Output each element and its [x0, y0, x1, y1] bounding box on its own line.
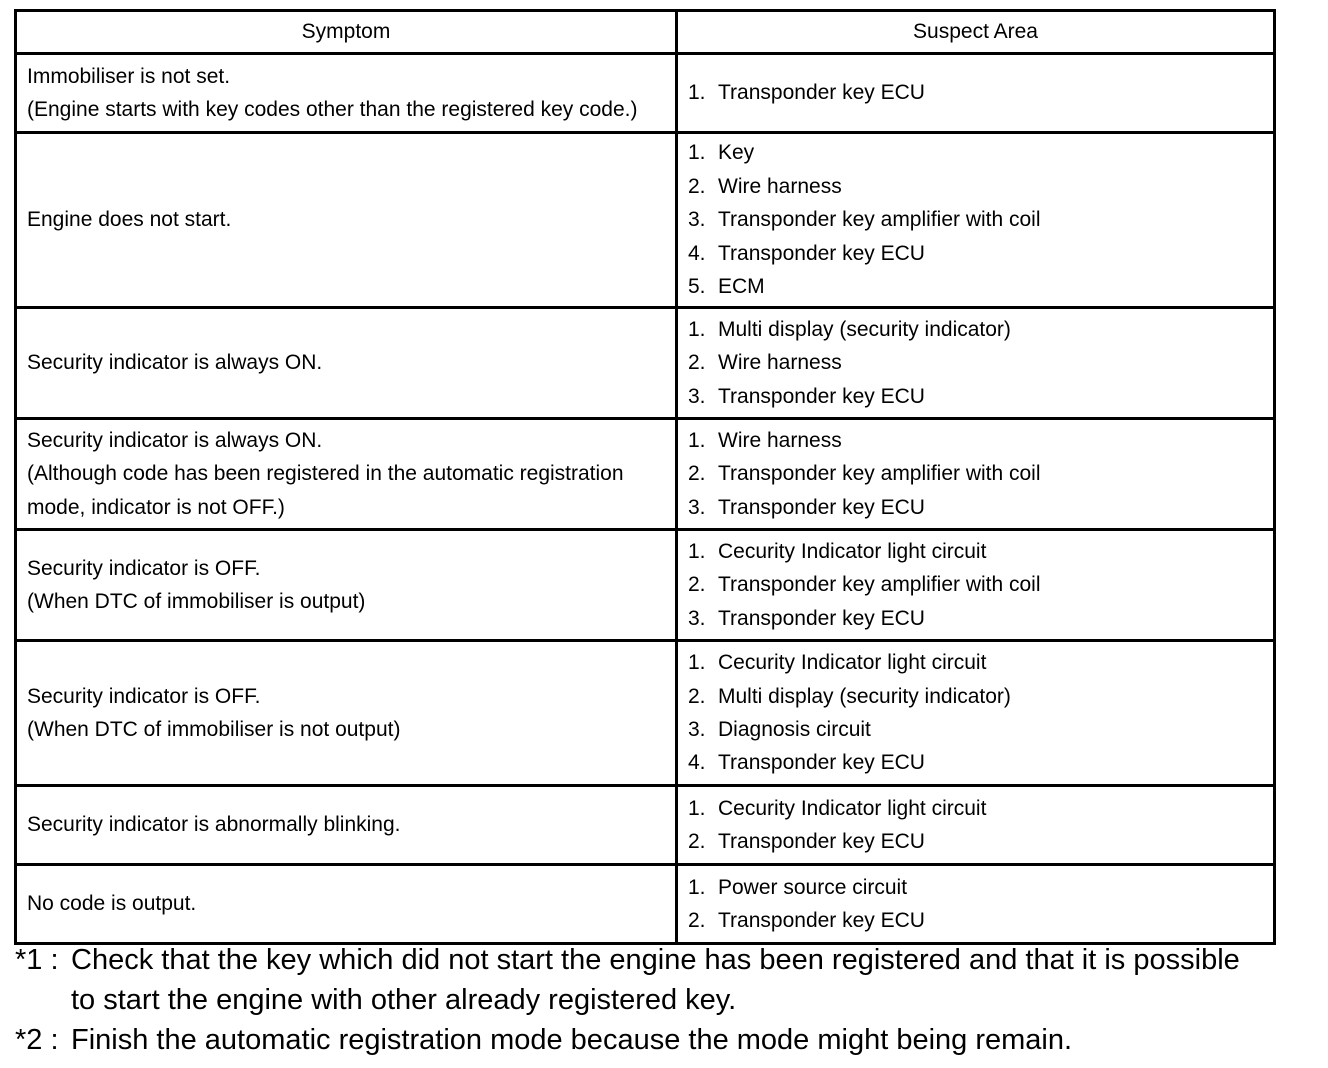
suspect-cell: [677, 786, 1275, 865]
suspect-item: [688, 457, 1273, 490]
footnote-line: Finish the automatic registration mode because the mode might being remain.: [71, 1024, 1073, 1056]
suspect-number: 1.: [688, 81, 706, 105]
footnote-line: to start the engine with other already registered key.: [71, 984, 737, 1016]
suspect-item: [688, 346, 1273, 379]
suspect-item: [688, 792, 1273, 825]
suspect-cell: [677, 133, 1275, 308]
suspect-cell: [677, 530, 1275, 641]
suspect-number: 1.: [688, 539, 706, 563]
symptom-line: Security indicator is abnormally blinking.: [27, 813, 401, 837]
suspect-number: 2.: [688, 909, 706, 932]
suspect-text: Wire harness: [718, 174, 842, 198]
suspect-text: Transponder key ECU: [718, 384, 925, 408]
symptom-line: Engine does not start.: [27, 208, 232, 232]
symptom-cell: [16, 54, 677, 133]
suspect-cell: [677, 865, 1275, 944]
suspect-item: [688, 904, 1273, 937]
suspect-list: [688, 535, 1273, 635]
suspect-cell: [677, 419, 1275, 530]
suspect-text: Transponder key ECU: [718, 606, 925, 630]
footnote-text: [71, 1020, 1072, 1060]
suspect-number: 5.: [688, 275, 706, 299]
symptom-line: mode, indicator is not OFF.): [27, 495, 285, 519]
table-row: [16, 641, 1275, 786]
suspect-number: 2.: [688, 684, 706, 708]
suspect-text: Transponder key amplifier with coil: [718, 208, 1041, 232]
footnote: [15, 940, 1315, 1020]
suspect-number: 1.: [688, 651, 706, 675]
table-row: [16, 133, 1275, 308]
suspect-text: Transponder key ECU: [718, 909, 925, 932]
symptom-line: Security indicator is always ON.: [27, 428, 323, 452]
suspect-text: Power source circuit: [718, 875, 908, 899]
suspect-item: [688, 313, 1273, 346]
symptom-line: Security indicator is always ON.: [27, 351, 323, 375]
suspect-number: 1.: [688, 141, 706, 165]
suspect-number: 3.: [688, 718, 706, 741]
symptom-header: Symptom: [16, 11, 677, 54]
suspect-number: 1.: [688, 875, 706, 899]
suspect-text: Multi display (security indicator): [718, 317, 1011, 341]
suspect-text: Transponder key ECU: [718, 751, 925, 775]
suspect-number: 2.: [688, 174, 706, 198]
suspect-item: [688, 568, 1273, 601]
footnote: [15, 1020, 1315, 1060]
suspect-item: [688, 136, 1273, 169]
suspect-list: [688, 76, 1273, 109]
table-row: [16, 308, 1275, 419]
footnotes: [15, 940, 1315, 1060]
suspect-text: Transponder key ECU: [718, 830, 925, 853]
suspect-list: [688, 871, 1273, 938]
symptom-line: No code is output.: [27, 892, 197, 916]
symptom-line: Security indicator is OFF.: [27, 556, 261, 580]
suspect-text: Wire harness: [718, 351, 842, 375]
suspect-number: 2.: [688, 830, 706, 853]
suspect-item: [688, 170, 1273, 203]
footnote-mark: *1 :: [15, 944, 59, 976]
symptom-line: Security indicator is OFF.: [27, 684, 261, 708]
suspect-item: [688, 491, 1273, 524]
suspect-text: Key: [718, 141, 755, 165]
suspect-item: [688, 380, 1273, 413]
suspect-list: [688, 424, 1273, 524]
suspect-item: [688, 424, 1273, 457]
suspect-item: [688, 535, 1273, 568]
suspect-item: [688, 825, 1273, 858]
footnote-text: [71, 940, 1240, 1020]
suspect-text: Transponder key ECU: [718, 495, 925, 519]
suspect-text: Diagnosis circuit: [718, 718, 871, 741]
suspect-list: [688, 313, 1273, 413]
symptom-cell: [16, 641, 677, 786]
symptom-cell: [16, 308, 677, 419]
suspect-list: [688, 136, 1273, 303]
suspect-text: Cecurity Indicator light circuit: [718, 796, 987, 820]
suspect-text: Wire harness: [718, 428, 842, 452]
suspect-list: [688, 792, 1273, 859]
suspect-cell: [677, 641, 1275, 786]
table-row: [16, 54, 1275, 133]
suspect-text: Transponder key ECU: [718, 81, 925, 105]
symptom-line: (When DTC of immobiliser is not output): [27, 718, 401, 741]
suspect-number: 3.: [688, 495, 706, 519]
suspect-item: [688, 713, 1273, 746]
suspect-number: 1.: [688, 796, 706, 820]
suspect-item: [688, 270, 1273, 303]
suspect-number: 4.: [688, 751, 706, 775]
suspect-text: Transponder key amplifier with coil: [718, 462, 1041, 486]
suspect-item: [688, 76, 1273, 109]
suspect-number: 2.: [688, 462, 706, 486]
suspect-item: [688, 680, 1273, 713]
symptom-cell: [16, 530, 677, 641]
suspect-number: 1.: [688, 428, 706, 452]
suspect-text: Cecurity Indicator light circuit: [718, 651, 987, 675]
suspect-item: [688, 203, 1273, 236]
header-row: [16, 11, 1275, 54]
suspect-item: [688, 646, 1273, 679]
suspect-cell: [677, 54, 1275, 133]
suspect-number: 3.: [688, 208, 706, 232]
suspect-number: 3.: [688, 384, 706, 408]
suspect-item: [688, 602, 1273, 635]
suspect-number: 2.: [688, 351, 706, 375]
suspect-text: Cecurity Indicator light circuit: [718, 539, 987, 563]
suspect-text: Transponder key amplifier with coil: [718, 573, 1041, 597]
table-row: [16, 786, 1275, 865]
symptom-line: (Engine starts with key codes other than the registered key code.): [27, 98, 638, 121]
table-row: [16, 530, 1275, 641]
symptom-line: (Although code has been registered in the automatic registration: [27, 462, 624, 486]
symptom-cell: [16, 133, 677, 308]
suspect-area-header: Suspect Area: [677, 11, 1275, 54]
suspect-number: 3.: [688, 606, 706, 630]
trouble-table: [14, 9, 1276, 945]
symptom-line: (When DTC of immobiliser is output): [27, 590, 366, 613]
table-row: [16, 865, 1275, 944]
table-row: [16, 419, 1275, 530]
suspect-number: 4.: [688, 241, 706, 265]
symptom-cell: [16, 865, 677, 944]
footnote-mark: *2 :: [15, 1024, 59, 1056]
footnote-line: Check that the key which did not start the engine has been registered and that it is possible: [71, 944, 1240, 976]
suspect-list: [688, 646, 1273, 780]
symptom-line: Immobiliser is not set.: [27, 64, 231, 88]
suspect-item: [688, 871, 1273, 904]
suspect-item: [688, 237, 1273, 270]
suspect-text: Multi display (security indicator): [718, 684, 1011, 708]
suspect-cell: [677, 308, 1275, 419]
suspect-number: 1.: [688, 317, 706, 341]
symptom-cell: [16, 419, 677, 530]
suspect-item: [688, 746, 1273, 779]
suspect-text: ECM: [718, 275, 765, 299]
suspect-number: 2.: [688, 573, 706, 597]
symptom-cell: [16, 786, 677, 865]
suspect-text: Transponder key ECU: [718, 241, 925, 265]
